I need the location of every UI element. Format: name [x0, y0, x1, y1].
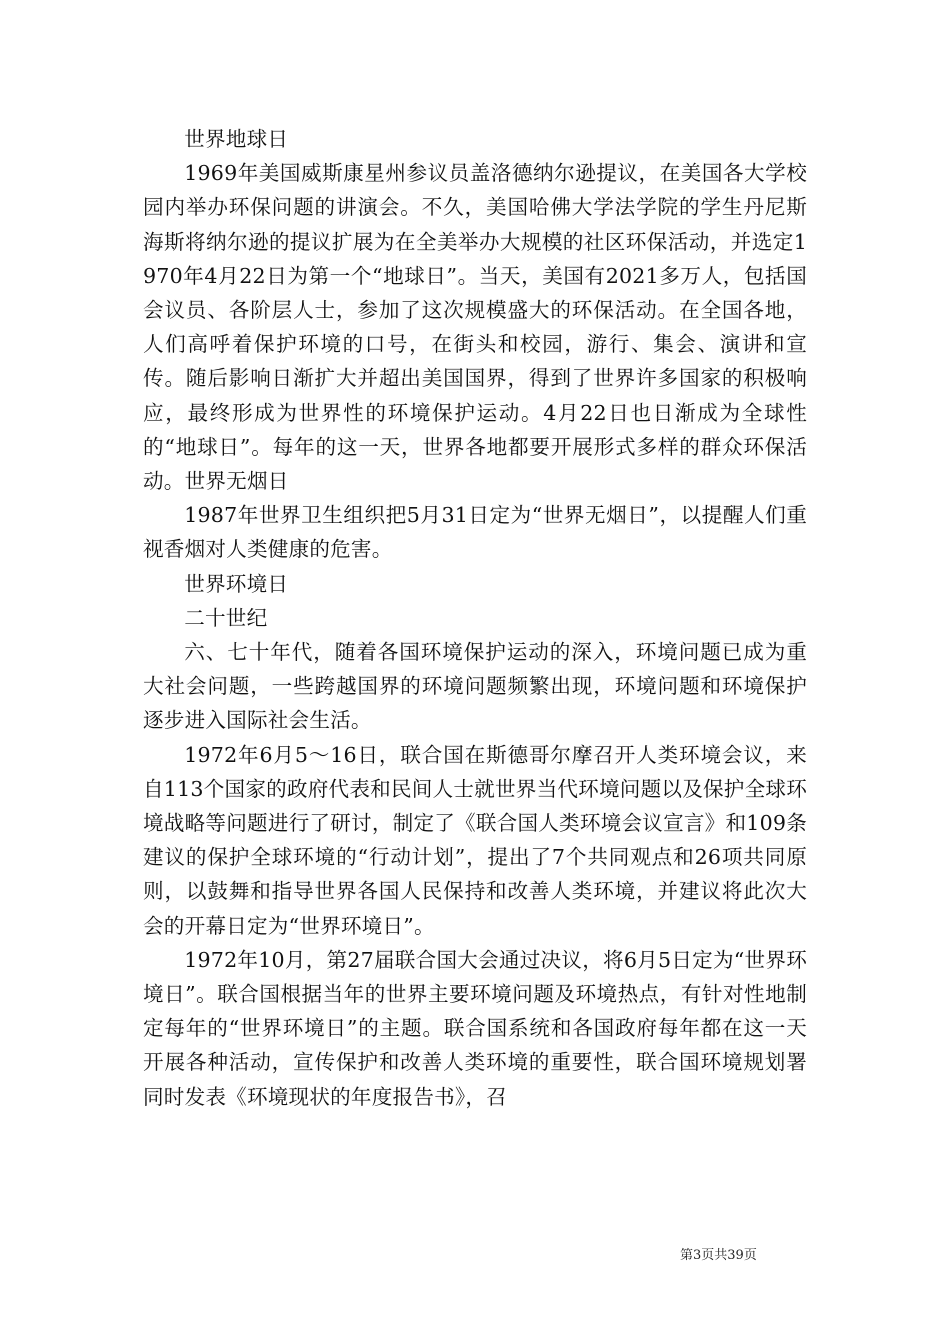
paragraph-sixties-seventies: 六、七十年代，随着各国环境保护运动的深入，环境问题已成为重大社会问题，一些跨越国界的环境问题频繁出现，环境问题和环境保护逐步进入国际社会生活。	[143, 640, 807, 733]
paragraph-un-resolution: 1972年10月，第27届联合国大会通过决议，将6月5日定为“世界环境日”。联合国根据当年的世界主要环境问题及环境热点，有针对性地制定每年的“世界环境日”的主题。联合国系统和各国政府每年都在这一天开展各种活动，宣传保护和改善人类环境的重要性，联合国环境规划署同时发表《环境现状的年度报告书》，召	[143, 947, 807, 1109]
document-body	[143, 122, 807, 1114]
heading-twentieth-century: 二十世纪	[184, 605, 268, 630]
heading-world-environment-day: 世界环境日	[184, 571, 289, 596]
paragraph-stockholm-conference: 1972年6月5～16日，联合国在斯德哥尔摩召开人类环境会议，来自113个国家的政府代表和民间人士就世界当代环境问题以及保护全球环境战略等问题进行了研讨，制定了《联合国人类环境会议宣言》和109条建议的保护全球环境的“行动计划”，提出了7个共同观点和26项共同原则，以鼓舞和指导世界各国人民保持和改善人类环境，并建议将此次大会的开幕日定为“世界环境日”。	[143, 742, 807, 938]
paragraph-no-tobacco-day: 1987年世界卫生组织把5月31日定为“世界无烟日”，以提醒人们重视香烟对人类健康的危害。	[143, 503, 807, 562]
page-number: 第3页共39页	[680, 1248, 757, 1263]
paragraph-earth-day-history: 1969年美国威斯康星州参议员盖洛德纳尔逊提议，在美国各大学校园内举办环保问题的讲演会。不久，美国哈佛大学法学院的学生丹尼斯海斯将纳尔逊的提议扩展为在全美举办大规模的社区环保活动，并选定1970年4月22日为第一个“地球日”。当天，美国有2021多万人，包括国会议员、各阶层人士，参加了这次规模盛大的环保活动。在全国各地，人们高呼着保护环境的口号，在街头和校园，游行、集会、演讲和宣传。随后影响日渐扩大并超出美国国界，得到了世界许多国家的积极响应，最终形成为世界性的环境保护运动。4月22日也日渐成为全球性的“地球日”。每年的这一天，世界各地都要开展形式多样的群众环保活动。世界无烟日	[143, 161, 807, 494]
heading-world-earth-day: 世界地球日	[184, 127, 289, 151]
